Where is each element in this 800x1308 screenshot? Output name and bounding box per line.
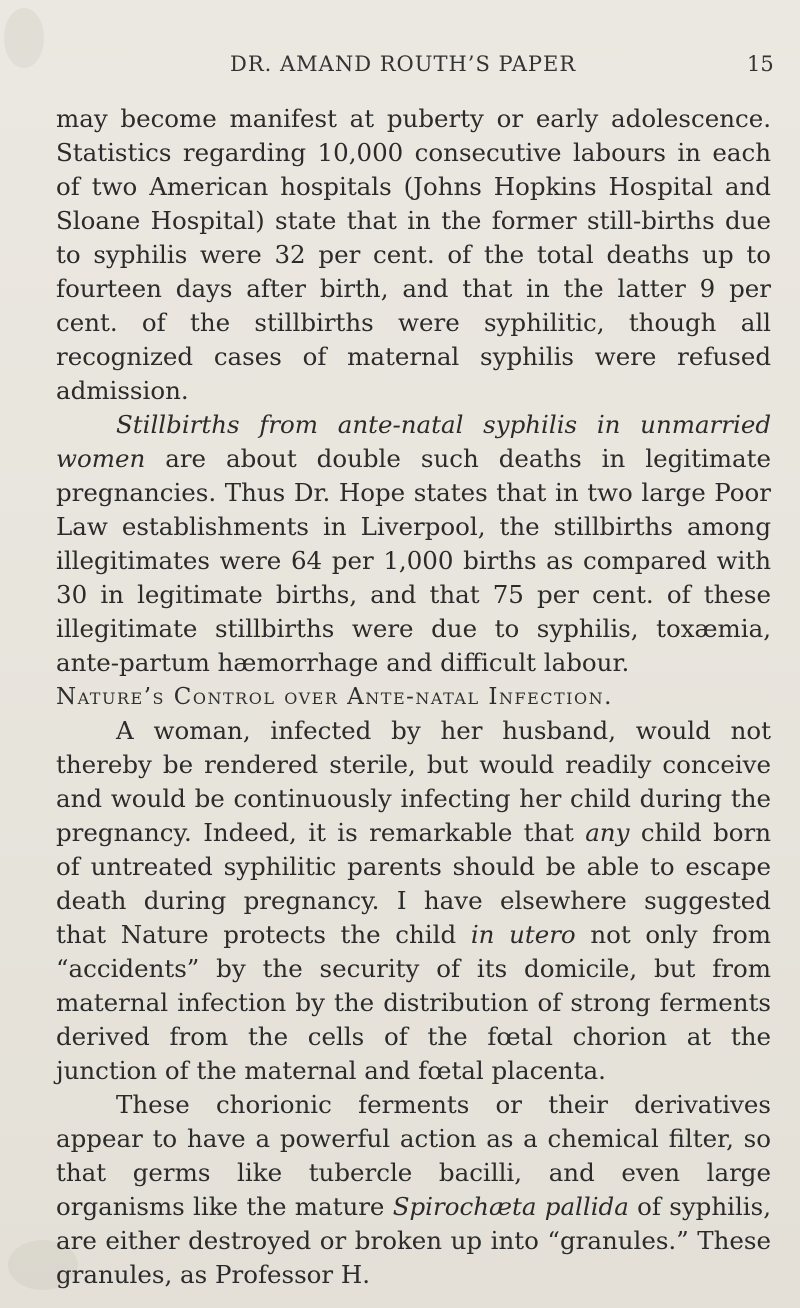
- paragraph-3-text-c: not only from “accidents” by the security of its domicile, but from maternal infection by the distribution of strong ferments derived from the cells of the fœtal chorion at the junction of the maternal and fœtal placenta.: [56, 920, 771, 1085]
- species-name: Spirochæta pallida: [392, 1192, 629, 1221]
- running-head: DR. AMAND ROUTH’S PAPER: [230, 52, 577, 76]
- paragraph-4: [56, 1088, 771, 1292]
- paragraph-3-text-b: child born of untreated syphilitic parents should be able to escape death during pregnancy. I have elsewhere suggested that Nature protects the child: [56, 818, 771, 949]
- paragraph-2: [56, 408, 771, 680]
- paragraph-3-text-a: A woman, infected by her husband, would not thereby be rendered sterile, but would readily conceive and would be continuously infecting her child during the pregnancy. Indeed, it is remarkable that: [56, 716, 771, 847]
- paragraph-3: [56, 714, 771, 1088]
- paragraph-4-text-a: These chorionic ferments or their derivatives appear to have a powerful action as a chemical filter, so that germs like tubercle bacilli, and even large organisms like the mature: [56, 1090, 771, 1221]
- page-number: 15: [747, 52, 774, 76]
- paragraph-2-italic-lead: Stillbirths from ante-natal syphilis in unmarried women: [56, 410, 771, 473]
- body-text: [56, 102, 771, 1292]
- page-header: [0, 52, 800, 82]
- paragraph-1: may become manifest at puberty or early adolescence. Statistics regarding 10,000 consecutive labours in each of two American hospitals (Johns Hopkins Hospital and Sloane Hospital) state that in the former still-births due to syphilis were 32 per cent. of the total deaths up to fourteen days after birth, and that in the latter 9 per cent. of the stillbirths were syphilitic, though all recognized cases of maternal syphilis were refused admission.: [56, 104, 771, 405]
- section-heading: Nature’s Control over Ante-natal Infection.: [56, 684, 613, 710]
- paragraph-2-text: are about double such deaths in legitimate pregnancies. Thus Dr. Hope states that in two large Poor Law establishments in Liverpool, the stillbirths among illegitimates were 64 per 1,000 births as compared with 30 in legitimate births, and that 75 per cent. of these illegitimate stillbirths were due to syphilis, toxæmia, ante-partum hæmorrhage and difficult labour.: [56, 444, 771, 677]
- paragraph-4-text-b: of syphilis, are either destroyed or broken up into “granules.” These granules, as Professor H.: [56, 1192, 771, 1289]
- emphasis-any: any: [585, 818, 630, 847]
- emphasis-in-utero: in utero: [470, 920, 576, 949]
